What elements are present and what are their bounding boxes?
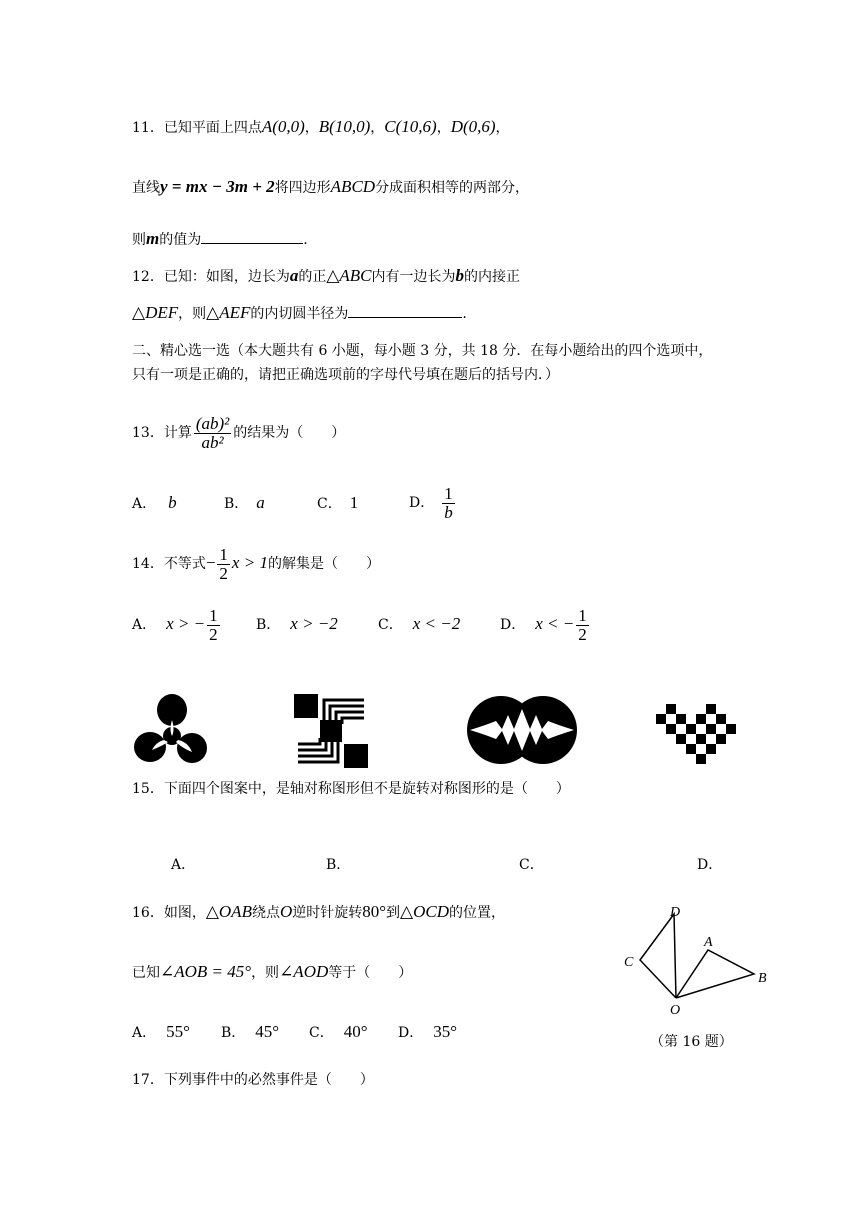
- q12-t3: 内有一边长为: [371, 269, 456, 285]
- q13-post: 的结果为（ ）: [233, 425, 346, 441]
- q11-point-a: A(0,0): [261, 117, 305, 136]
- q13-option-b-label: B．: [224, 496, 249, 512]
- q14-option-b-value: x > −2: [290, 614, 338, 633]
- q14-option-d[interactable]: [500, 602, 591, 647]
- q16-line2: [132, 962, 412, 983]
- q16-figure-caption: （第 16 题）: [650, 1034, 733, 1050]
- q13-option-d[interactable]: [409, 482, 457, 524]
- q14-option-a-den: 2: [209, 624, 218, 644]
- q12-line1: [132, 266, 520, 287]
- q12-line2: [132, 303, 467, 324]
- q16-t5: 的位置，: [449, 905, 506, 921]
- q16-point-o: O: [279, 902, 293, 921]
- q14-frac-den: 2: [219, 563, 228, 583]
- q13-frac-num: (ab)²: [195, 413, 230, 433]
- q14-option-d-fraction: [576, 607, 589, 644]
- q14-frac-num: 1: [219, 544, 228, 564]
- q11-intro: 已知平面上四点: [163, 120, 262, 136]
- q14-option-d-den: 2: [578, 624, 587, 644]
- q14-option-c-value: x < −2: [412, 614, 461, 633]
- q14-option-d-label: D．: [500, 617, 526, 633]
- q14-negative: −: [205, 553, 216, 572]
- q16-rotation-figure: [618, 902, 772, 1020]
- q16-given-angle: ∠AOB = 45°: [160, 962, 252, 981]
- q13-pre: 计算: [163, 425, 192, 441]
- q16-option-d[interactable]: [398, 1022, 457, 1043]
- q12-number: 12．: [132, 269, 164, 285]
- q12-var-b: b: [455, 266, 465, 285]
- q12-t5: ，则: [178, 306, 207, 322]
- q11-line2-mid: 将四边形: [274, 180, 331, 196]
- q13-option-b-value: a: [256, 493, 265, 512]
- q16-triangle-oab-lines: [676, 950, 754, 998]
- q17-number: 17．: [132, 1072, 164, 1088]
- q14-post: 的解集是（ ）: [267, 556, 380, 572]
- q16-label-a: A: [704, 935, 713, 950]
- q16-t2: 绕点: [251, 905, 280, 921]
- q16-triangle-ocd: △OCD: [400, 902, 450, 921]
- q11-answer-blank[interactable]: [201, 229, 303, 244]
- q15-stem: [132, 779, 570, 799]
- q11-var-m: m: [146, 229, 160, 248]
- q16-degree: 80°: [362, 902, 387, 921]
- q13-option-a[interactable]: [132, 493, 177, 514]
- q16-option-c[interactable]: [309, 1022, 368, 1043]
- q14-option-c-label: C．: [378, 617, 403, 633]
- q16-option-b-label: B．: [221, 1025, 246, 1041]
- q16-option-d-value: 35°: [433, 1022, 458, 1041]
- q14-option-d-num: 1: [578, 605, 587, 625]
- q13-option-d-fraction: [442, 485, 455, 522]
- q11-point-d: D(0,6): [450, 117, 496, 136]
- q11-line2: [132, 177, 529, 198]
- q11-quad: ABCD: [330, 177, 376, 196]
- q13-option-c-value: 1: [349, 493, 359, 512]
- q15-option-d[interactable]: D．: [697, 857, 723, 873]
- q13-stem: [132, 411, 345, 455]
- q11-sep-4: ，: [495, 120, 510, 136]
- q15-figure-a-trefoil: [132, 692, 212, 772]
- q16-t4: 到: [386, 905, 401, 921]
- q13-fraction: [194, 415, 231, 452]
- q17-text: 下列事件中的必然事件是（ ）: [163, 1072, 374, 1088]
- q14-option-d-pre: x < −: [535, 614, 575, 633]
- q11-line3-pre: 则: [132, 232, 146, 248]
- q11-end: .: [303, 232, 308, 248]
- q12-triangle-def: △DEF: [132, 303, 179, 322]
- q16-option-c-value: 40°: [343, 1022, 368, 1041]
- q14-number: 14．: [132, 556, 164, 572]
- q11-sep-3: ，: [436, 120, 451, 136]
- q14-pre: 不等式: [163, 556, 206, 572]
- q14-option-a-label: A．: [132, 617, 157, 633]
- q16-option-c-label: C．: [309, 1025, 334, 1041]
- q11-sep-2: ，: [370, 120, 385, 136]
- q15-option-b[interactable]: B．: [326, 857, 351, 873]
- q15-figure-b-squares: [294, 694, 368, 768]
- q11-line3: [132, 229, 308, 250]
- q16-option-b[interactable]: [221, 1022, 279, 1043]
- q13-option-c-label: C．: [317, 496, 342, 512]
- q16-label-o: O: [670, 1003, 681, 1018]
- q12-triangle-aef: △AEF: [206, 303, 251, 322]
- q14-option-a[interactable]: [132, 602, 222, 647]
- q16-label-d: D: [670, 905, 681, 920]
- q13-option-a-value: b: [168, 493, 177, 512]
- q16-t1: 如图，: [163, 905, 206, 921]
- q13-option-d-label: D．: [409, 495, 435, 511]
- q14-option-c[interactable]: [378, 614, 460, 635]
- q16-l2b: ，则: [251, 965, 280, 981]
- q15-figure-c-twin-circles: [466, 695, 578, 765]
- q14-stem: [132, 541, 380, 586]
- q12-t4: 的内接正: [464, 269, 521, 285]
- q14-fraction: [217, 546, 230, 583]
- q14-inequality: x > 1: [231, 553, 268, 572]
- section2-instructions-1: 二、精心选一选（本大题共有 6 小题，每小题 3 分，共 18 分．在每小题给出的四个选项中，: [132, 343, 713, 359]
- q12-end: .: [462, 306, 467, 322]
- q11-line2-pre: 直线: [132, 180, 160, 196]
- q14-option-b[interactable]: [256, 614, 338, 635]
- q12-answer-blank[interactable]: [348, 303, 462, 318]
- q16-option-b-value: 45°: [255, 1022, 280, 1041]
- q12-triangle-abc: △ABC: [326, 266, 372, 285]
- q16-number: 16．: [132, 905, 164, 921]
- q14-option-a-num: 1: [209, 605, 218, 625]
- q11-point-b: B(10,0): [318, 117, 371, 136]
- q16-triangle-oab: △OAB: [205, 902, 252, 921]
- q14-option-a-pre: x > −: [166, 614, 206, 633]
- q12-var-a: a: [289, 266, 299, 285]
- q14-option-a-fraction: [207, 607, 220, 644]
- q16-label-b: B: [758, 971, 767, 986]
- q12-t2: 的正: [298, 269, 327, 285]
- q13-option-b[interactable]: [224, 493, 265, 514]
- q15-number: 15．: [132, 781, 164, 797]
- q16-l2c: 等于（ ）: [328, 965, 413, 981]
- q16-t3: 逆时针旋转: [292, 905, 363, 921]
- q12-t1: 已知：如图，边长为: [163, 269, 290, 285]
- q16-line1: [132, 902, 505, 923]
- q16-asked-angle: ∠AOD: [279, 962, 329, 981]
- q13-number: 13．: [132, 425, 164, 441]
- q17-stem: [132, 1070, 374, 1090]
- q11-number: 11．: [132, 120, 164, 136]
- q11-line2-post: 分成面积相等的两部分，: [375, 180, 530, 196]
- q16-label-c: C: [624, 955, 634, 970]
- q11-line1: [132, 117, 510, 138]
- q13-frac-den: ab²: [201, 432, 224, 452]
- q12-t6: 的内切圆半径为: [250, 306, 349, 322]
- q15-option-c[interactable]: C．: [519, 857, 544, 873]
- q15-figure-d-checker-heart: [656, 704, 736, 768]
- q11-point-c: C(10,6): [384, 117, 437, 136]
- q14-option-b-label: B．: [256, 617, 281, 633]
- section2-instructions-2: 只有一项是正确的，请把正确选项前的字母代号填在题后的括号内．）: [132, 367, 559, 383]
- q11-sep-1: ，: [304, 120, 319, 136]
- q11-equation: y = mx − 3m + 2: [160, 177, 275, 196]
- q16-option-d-label: D．: [398, 1025, 424, 1041]
- q16-option-a-label: A．: [132, 1025, 157, 1041]
- q13-option-a-label: A．: [132, 496, 157, 512]
- q16-triangle-ocd-lines: [640, 914, 676, 998]
- q16-option-a-value: 55°: [166, 1022, 190, 1041]
- q15-text: 下面四个图案中，是轴对称图形但不是旋转对称图形的是（ ）: [163, 781, 570, 797]
- q13-option-d-num: 1: [444, 483, 453, 503]
- q15-option-a[interactable]: A．: [171, 857, 196, 873]
- q16-option-a[interactable]: [132, 1022, 190, 1043]
- q11-line3-post: 的值为: [159, 232, 202, 248]
- q16-l2a: 已知: [132, 965, 160, 981]
- q13-option-d-den: b: [444, 502, 453, 522]
- q13-option-c[interactable]: [317, 493, 358, 514]
